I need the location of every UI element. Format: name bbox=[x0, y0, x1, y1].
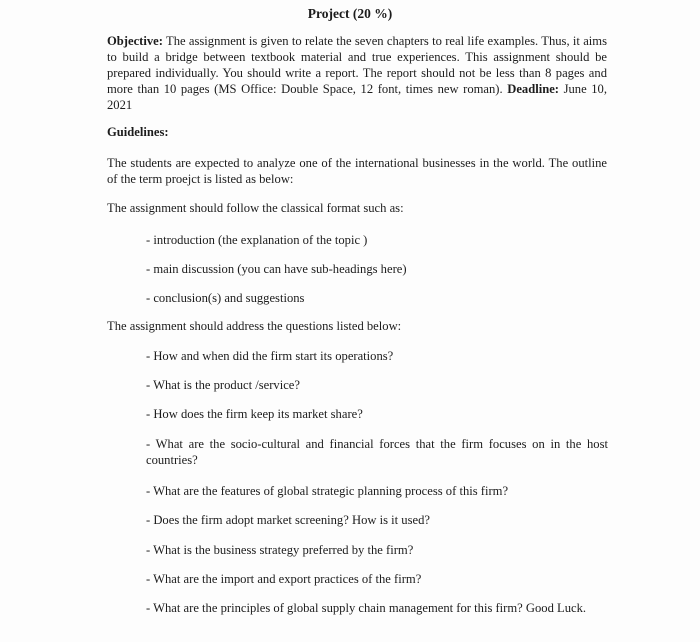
questions-intro: The assignment should address the questions listed below: bbox=[107, 319, 402, 333]
deadline-value: June 10, 2021 bbox=[107, 82, 607, 112]
question-item: - What are the socio-cultural and financial forces that the firm focuses on in the host countries? bbox=[146, 437, 608, 467]
objective-text: The assignment is given to relate the seven chapters to real life examples. Thus, it aims to build a bridge between textbook material and true experiences. This assignment should be prepared individually. You should write a report. The report should not be less than 8 pages and more than 10 pages (MS Office: Double Space, 12 font, times new roman). bbox=[107, 34, 607, 96]
question-item: - What is the product /service? bbox=[146, 378, 300, 392]
question-item: - What are the features of global strategic planning process of this firm? bbox=[146, 484, 509, 498]
question-item: - How and when did the firm start its operations? bbox=[146, 349, 394, 363]
format-intro: The assignment should follow the classical format such as: bbox=[107, 201, 404, 215]
format-item: - conclusion(s) and suggestions bbox=[146, 291, 305, 305]
question-item: - What is the business strategy preferred by the firm? bbox=[146, 543, 414, 557]
guidelines-heading: Guidelines: bbox=[107, 125, 169, 139]
page-title: Project (20 %) bbox=[307, 6, 393, 21]
question-item: - What are the principles of global supply chain management for this firm? Good Luck. bbox=[146, 601, 587, 615]
question-item: - Does the firm adopt market screening? How is it used? bbox=[146, 513, 430, 527]
objective-label: Objective: bbox=[107, 34, 163, 48]
format-item: - introduction (the explanation of the topic ) bbox=[146, 233, 368, 247]
question-item: - How does the firm keep its market share? bbox=[146, 407, 363, 421]
deadline-label: Deadline: bbox=[507, 82, 559, 96]
objective-paragraph bbox=[107, 33, 607, 113]
question-item: - What are the import and export practices of the firm? bbox=[146, 572, 422, 586]
intro-paragraph: The students are expected to analyze one of the international businesses in the world. The outline of the term proejct is listed as below: bbox=[107, 156, 607, 186]
format-item: - main discussion (you can have sub-headings here) bbox=[146, 262, 407, 276]
